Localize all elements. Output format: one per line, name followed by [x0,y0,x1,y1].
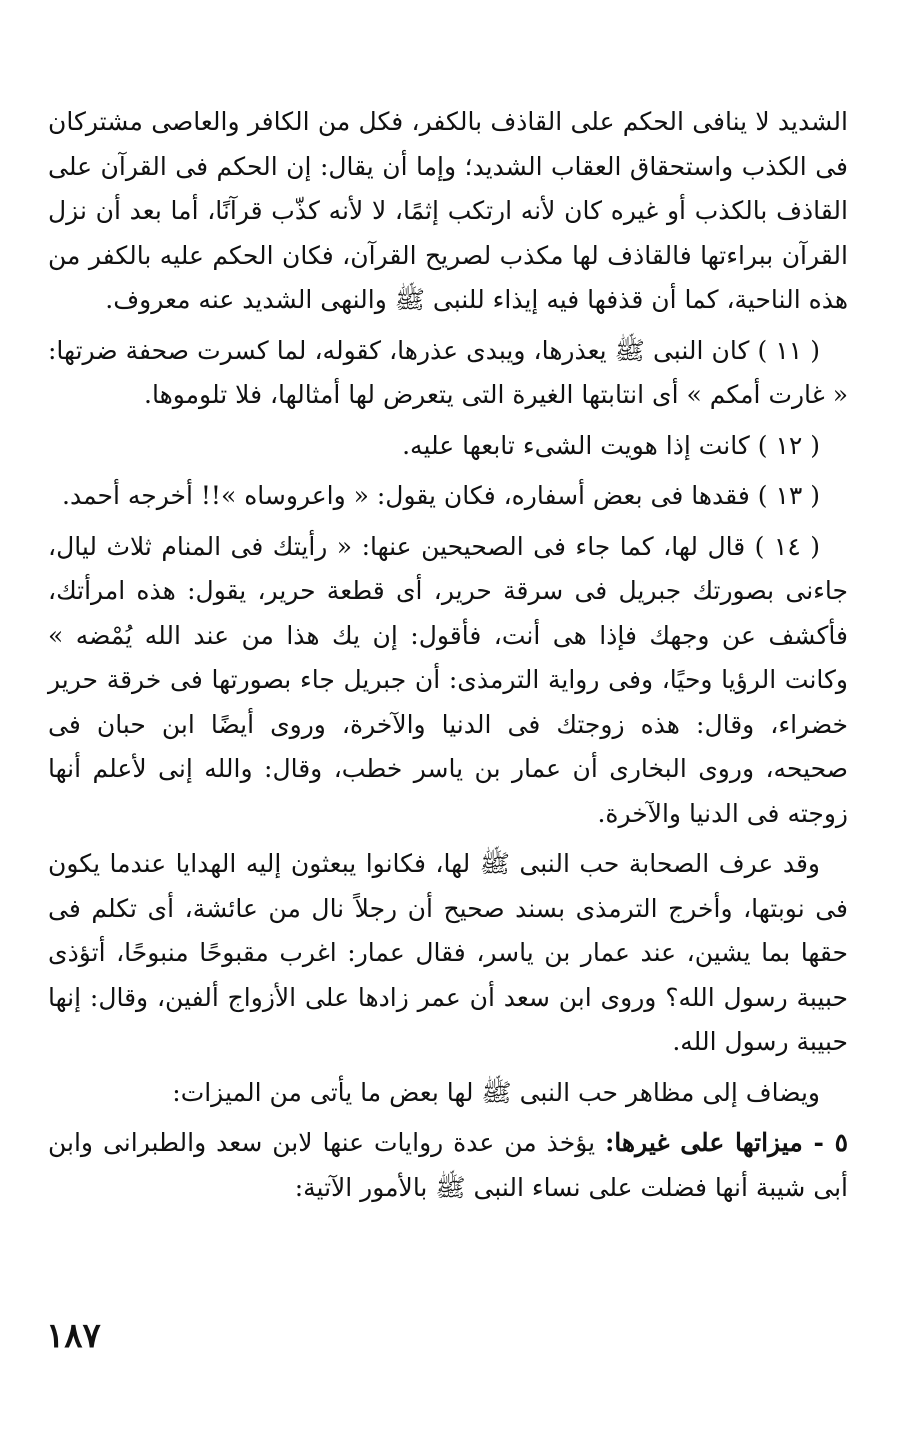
paragraph-item-11: ( ١١ ) كان النبى ﷺ يعذرها، ويبدى عذرها، كقوله، لما كسرت صحفة ضرتها: « غارت أمكم » أى انتابتها الغيرة التى يتعرض لها أمثالها، فلا تلوموها. [48,335,848,409]
paragraph-companions: وقد عرف الصحابة حب النبى ﷺ لها، فكانوا يبعثون إليه الهدايا عندما يكون فى نوبتها، وأخرج الترمذى بسند صحيح أن رجلاً نال من عائشة، أى تكلم فى حقها بما يشين، عند عمار بن ياسر، فقال عمار: اغرب مقبوحًا منبوحًا، أتؤذى حبيبة رسول الله؟ وروى ابن سعد أن عمر زادها على الأزواج ألفين، وقال: إنها حبيبة رسول الله. [48,849,848,1056]
section-text: يؤخذ من عدة روايات عنها لابن سعد والطبرانى وابن أبى شيبة أنها فضلت على نساء النبى ﷺ بالأمور الآتية: [48,1128,848,1202]
page-body [48,100,848,1216]
paragraph-item-14: ( ١٤ ) قال لها، كما جاء فى الصحيحين عنها: « رأيتك فى المنام ثلاث ليال، جاءنى بصورتك جبريل فى سرقة حرير، أى قطعة حرير، يقول: هذه امرأتك، فأكشف عن وجهك فإذا هى أنت، فأقول: إن يك هذا من عند الله يُمْضه » وكانت الرؤيا وحيًا، وفى رواية الترمذى: أن جبريل جاء بصورتها فى خرقة حرير خضراء، وقال: هذه زوجتك فى الدنيا والآخرة، وروى أيضًا ابن حبان فى صحيحه، وروى البخارى أن عمار بن ياسر خطب، وقال: والله إنى لأعلم أنها زوجته فى الدنيا والآخرة. [48,531,848,828]
section-merits [48,1121,848,1210]
paragraph-item-12: ( ١٢ ) كانت إذا هويت الشىء تابعها عليه. [402,430,820,460]
paragraph-additions: ويضاف إلى مظاهر حب النبى ﷺ لها بعض ما يأتى من الميزات: [172,1077,820,1107]
section-heading: ٥ - ميزاتها على غيرها: [605,1128,848,1157]
paragraph-1: الشديد لا ينافى الحكم على القاذف بالكفر، فكل من الكافر والعاصى مشتركان فى الكذب واستحقاق العقاب الشديد؛ وإما أن يقال: إن الحكم فى القرآن على القاذف بالكذب أو غيره كان لأنه ارتكب إثمًا، لا لأنه كذّب قرآنًا، أما بعد أن نزل القرآن ببراءتها فالقاذف لها مكذب لصريح القرآن، فكان الحكم عليه بالكفر من هذه الناحية، كما أن قذفها فيه إيذاء للنبى ﷺ والنهى الشديد عنه معروف. [48,107,848,314]
page-number: ١٨٧ [46,1316,101,1356]
paragraph-item-13: ( ١٣ ) فقدها فى بعض أسفاره، فكان يقول: « واعروساه »!! أخرجه أحمد. [62,481,820,510]
